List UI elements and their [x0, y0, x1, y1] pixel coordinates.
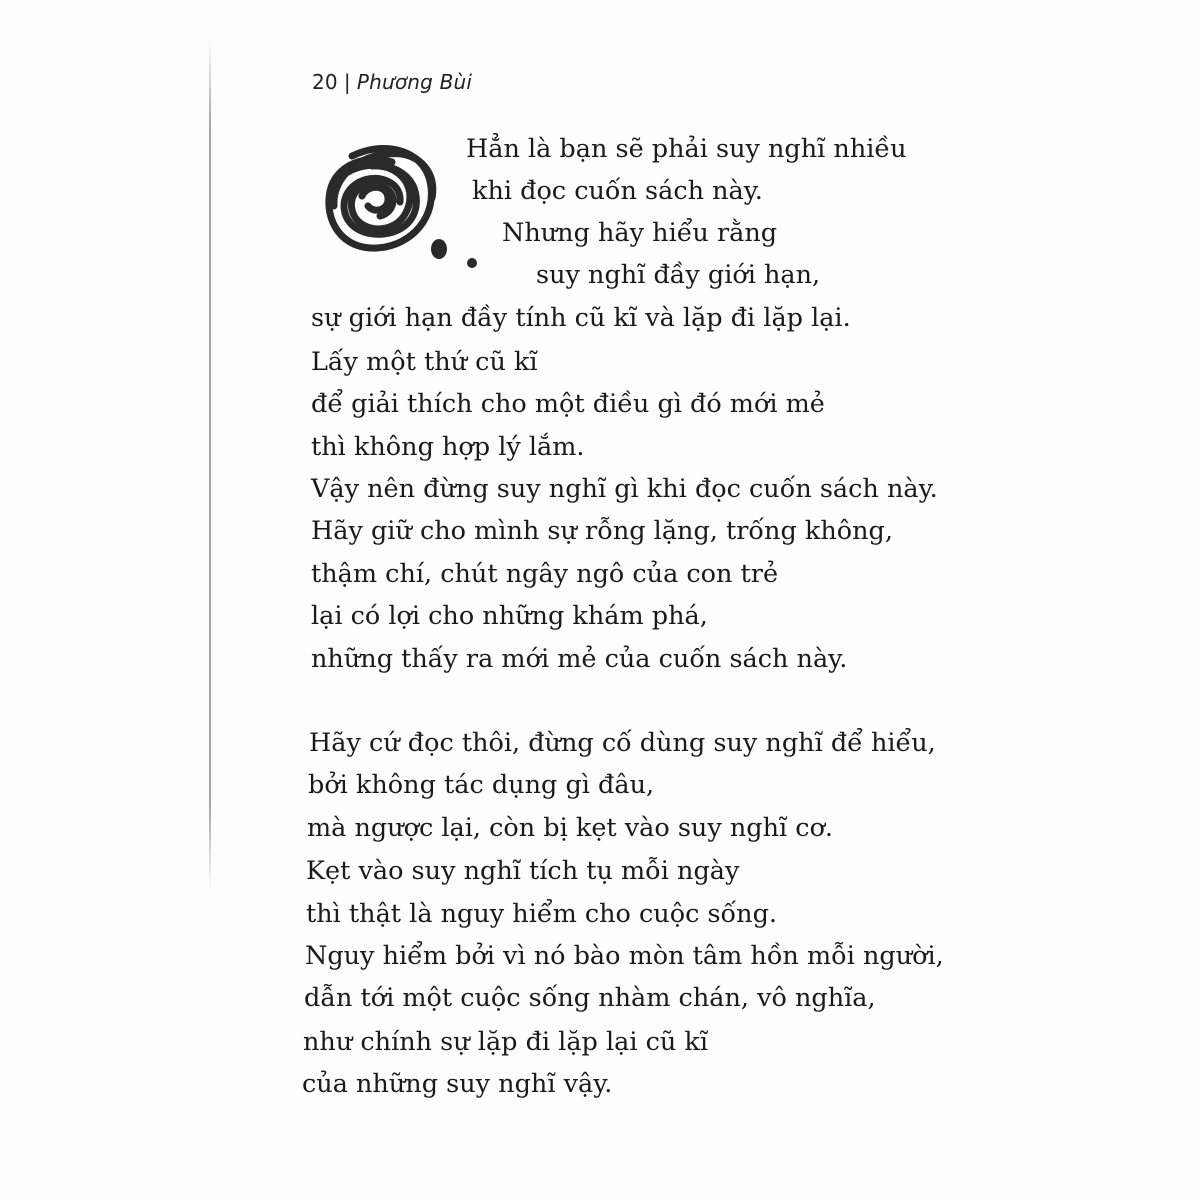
verse-line: Hãy giữ cho mình sự rỗng lặng, trống không, [311, 516, 893, 546]
bubble-dot-small [467, 258, 477, 268]
verse-line: những thấy ra mới mẻ của cuốn sách này. [311, 644, 848, 674]
verse-line: Hẳn là bạn sẽ phải suy nghĩ nhiều [466, 134, 907, 164]
verse-line: bởi không tác dụng gì đâu, [308, 770, 655, 800]
verse-line: sự giới hạn đầy tính cũ kĩ và lặp đi lặp lại. [311, 303, 851, 333]
header-separator: | [343, 70, 351, 94]
bubble-dot-large [431, 239, 447, 259]
verse-line: lại có lợi cho những khám phá, [311, 601, 708, 631]
verse-line: khi đọc cuốn sách này. [472, 176, 763, 206]
verse-line: mà ngược lại, còn bị kẹt vào suy nghĩ cơ. [307, 813, 834, 843]
scribble-thought-bubble-icon [312, 136, 492, 276]
verse-line: suy nghĩ đầy giới hạn, [536, 260, 821, 290]
page-binding-edge [209, 40, 211, 890]
verse-line: để giải thích cho một điều gì đó mới mẻ [311, 389, 825, 419]
verse-line: như chính sự lặp đi lặp lại cũ kĩ [303, 1027, 708, 1057]
verse-line: Hãy cứ đọc thôi, đừng cố dùng suy nghĩ để hiểu, [309, 728, 936, 758]
running-header [312, 70, 472, 94]
verse-line: thì không hợp lý lắm. [311, 432, 585, 462]
verse-line: thậm chí, chút ngây ngô của con trẻ [311, 559, 779, 589]
page-number: 20 [312, 70, 338, 94]
verse-line: thì thật là nguy hiểm cho cuộc sống. [306, 899, 778, 929]
verse-line: của những suy nghĩ vậy. [302, 1069, 613, 1099]
verse-line: Vậy nên đừng suy nghĩ gì khi đọc cuốn sách này. [311, 474, 938, 504]
verse-line: Nhưng hãy hiểu rằng [502, 218, 778, 248]
author-name: Phương Bùi [356, 70, 473, 94]
verse-line: dẫn tới một cuộc sống nhàm chán, vô nghĩa, [304, 983, 876, 1013]
verse-line: Lấy một thứ cũ kĩ [311, 347, 538, 377]
verse-line: Kẹt vào suy nghĩ tích tụ mỗi ngày [306, 856, 740, 886]
verse-line: Nguy hiểm bởi vì nó bào mòn tâm hồn mỗi người, [305, 941, 944, 971]
